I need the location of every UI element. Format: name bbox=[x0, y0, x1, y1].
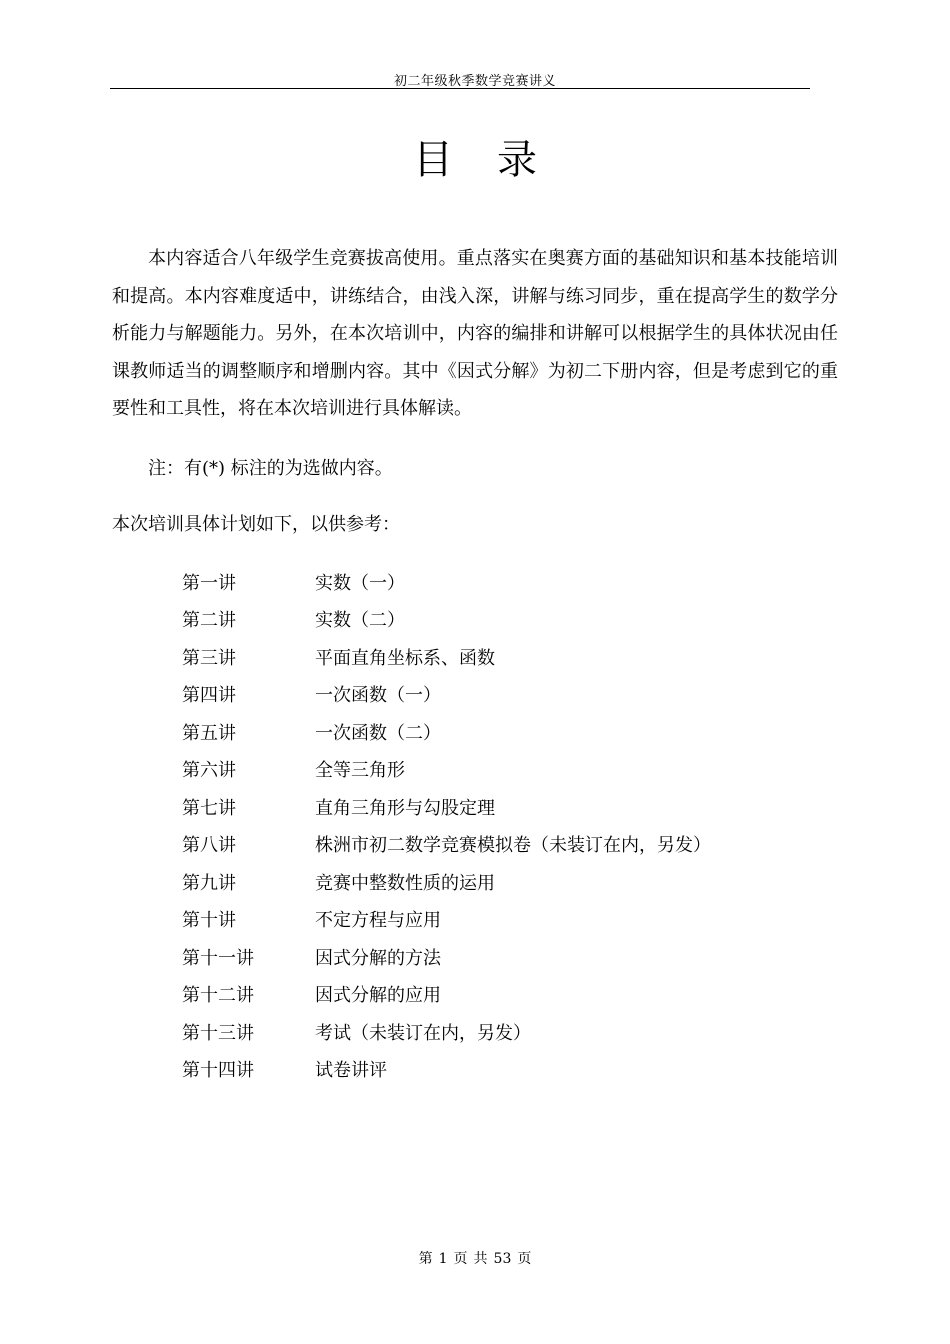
total-unit: 页 bbox=[517, 1251, 532, 1267]
header-divider bbox=[110, 88, 810, 89]
page-number: 1 bbox=[438, 1251, 448, 1267]
total-label: 共 bbox=[473, 1251, 488, 1267]
lecture-item bbox=[182, 788, 822, 826]
lecture-topic: 考试（未装订在内，另发） bbox=[315, 1022, 531, 1044]
lecture-item bbox=[182, 751, 822, 789]
lecture-topic: 直角三角形与勾股定理 bbox=[315, 797, 495, 819]
lecture-number: 第三讲 bbox=[182, 647, 236, 669]
lecture-number: 第十三讲 bbox=[182, 1022, 254, 1044]
lecture-topic: 因式分解的方法 bbox=[315, 947, 441, 969]
lecture-list bbox=[182, 563, 822, 1088]
lecture-item bbox=[182, 1051, 822, 1089]
lecture-topic: 试卷讲评 bbox=[315, 1060, 387, 1082]
total-pages: 53 bbox=[493, 1251, 512, 1267]
lecture-item bbox=[182, 601, 822, 639]
lecture-number: 第七讲 bbox=[182, 797, 236, 819]
lecture-item bbox=[182, 938, 822, 976]
lecture-number: 第八讲 bbox=[182, 835, 236, 857]
optional-note: 注：有(*) 标注的为选做内容。 bbox=[148, 458, 393, 479]
lecture-item bbox=[182, 563, 822, 601]
lecture-item bbox=[182, 713, 822, 751]
lecture-topic: 竞赛中整数性质的运用 bbox=[315, 872, 495, 894]
running-header: 初二年级秋季数学竞赛讲义 bbox=[393, 74, 556, 89]
lecture-item bbox=[182, 976, 822, 1014]
page-label: 第 bbox=[418, 1251, 433, 1267]
lecture-item bbox=[182, 863, 822, 901]
lecture-topic: 不定方程与应用 bbox=[315, 910, 441, 932]
lecture-number: 第十一讲 bbox=[182, 947, 254, 969]
lecture-item bbox=[182, 676, 822, 714]
lecture-item bbox=[182, 638, 822, 676]
lecture-number: 第一讲 bbox=[182, 572, 236, 594]
page-title: 目录 bbox=[413, 137, 581, 183]
lecture-topic: 实数（二） bbox=[315, 610, 405, 632]
intro-paragraph: 本内容适合八年级学生竞赛拔高使用。重点落实在奥赛方面的基础知识和基本技能培训和提高。本内容难度适中，讲练结合，由浅入深，讲解与练习同步，重在提高学生的数学分析能力与解题能力。另外，在本次培训中，内容的编排和讲解可以根据学生的具体状况由任课教师适当的调整顺序和增删内容。其中《因式分解》为初二下册内容，但是考虑到它的重要性和工具性，将在本次培训进行具体解读。 bbox=[112, 248, 838, 420]
lecture-topic: 株洲市初二数学竞赛模拟卷（未装订在内，另发） bbox=[315, 835, 711, 857]
page-footer bbox=[0, 1248, 950, 1268]
lecture-topic: 平面直角坐标系、函数 bbox=[315, 647, 495, 669]
lecture-number: 第十四讲 bbox=[182, 1060, 254, 1082]
lecture-topic: 实数（一） bbox=[315, 572, 405, 594]
lecture-number: 第九讲 bbox=[182, 872, 236, 894]
lecture-topic: 因式分解的应用 bbox=[315, 985, 441, 1007]
lecture-item bbox=[182, 826, 822, 864]
lecture-number: 第五讲 bbox=[182, 722, 236, 744]
lecture-number: 第四讲 bbox=[182, 685, 236, 707]
lecture-number: 第十二讲 bbox=[182, 985, 254, 1007]
lecture-topic: 一次函数（二） bbox=[315, 722, 441, 744]
lecture-topic: 一次函数（一） bbox=[315, 685, 441, 707]
plan-intro: 本次培训具体计划如下，以供参考： bbox=[112, 514, 400, 535]
lecture-number: 第二讲 bbox=[182, 610, 236, 632]
page-unit: 页 bbox=[453, 1251, 468, 1267]
lecture-topic: 全等三角形 bbox=[315, 760, 405, 782]
lecture-number: 第十讲 bbox=[182, 910, 236, 932]
lecture-item bbox=[182, 901, 822, 939]
lecture-number: 第六讲 bbox=[182, 760, 236, 782]
lecture-item bbox=[182, 1013, 822, 1051]
